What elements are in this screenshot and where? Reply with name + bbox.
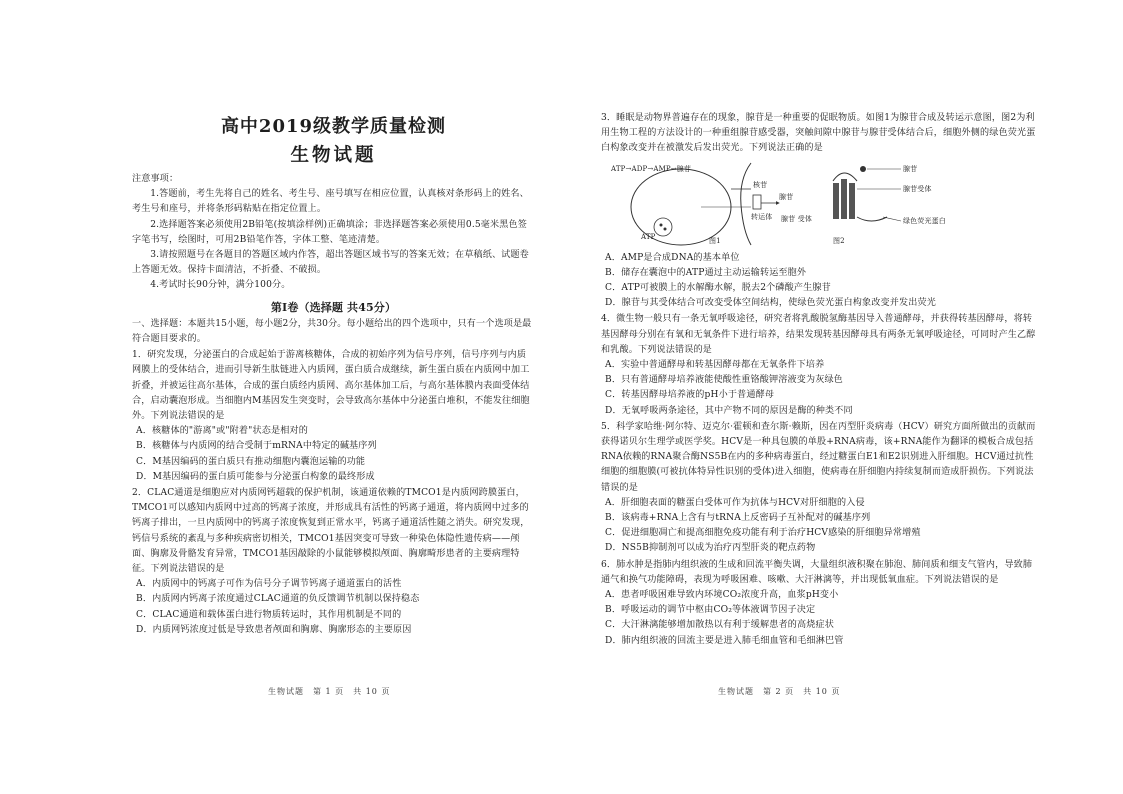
fig-caption-2: 图2 [833, 236, 845, 245]
fig-label-atp: ATP [641, 232, 656, 241]
fig-label-atp-chain: ATP→ADP→AMP→腺苷 [611, 164, 692, 173]
option-b: B．只有普通酵母培养液能使酸性重铬酸钾溶液变为灰绿色 [605, 375, 843, 386]
question-2 [132, 486, 535, 638]
option-d: D．内质网钙浓度过低是导致患者颅面和胸廓、胸廓形态的主要原因 [136, 624, 412, 635]
notice-item: 4.考试时长90分钟，满分100分。 [150, 280, 291, 291]
question-stem: 3．睡眠是动物界普遍存在的现象，腺苷是一种重要的促眠物质。如图1为腺苷合成及转运示意图，图2为利用生物工程的方法设计的一种重组腺苷感受器，突触间隙中腺苷与腺苷受体结合后，细胞外侧的绿色荧光蛋白构象改变并在被激发后发出荧光。下列说法正确的是 [601, 113, 1036, 154]
option-d: D．M基因编码的蛋白质可能参与分泌蛋白构象的最终形成 [136, 471, 375, 482]
option-d: D．NS5B抑制剂可以成为治疗丙型肝炎的靶点药物 [605, 543, 816, 554]
option-b: B．储存在囊泡中的ATP通过主动运输转运至胞外 [605, 267, 807, 278]
option-b: B．内质网内钙离子浓度通过CLAC通道的负反馈调节机制以保持稳态 [136, 594, 420, 605]
fig-label-receptor-line2: 受体 [797, 214, 813, 223]
option-a: A．患者呼吸困难导致内环境CO₂浓度升高，血浆pH变小 [605, 590, 839, 601]
option-c: C．ATP可被膜上的水解酶水解，脱去2个磷酸产生腺苷 [605, 283, 831, 294]
option-c: C．转基因酵母培养液的pH小于普通酵母 [605, 390, 775, 401]
exam-title: 高中2019级教学质量检测 [220, 116, 447, 137]
option-b: B．核糖体与内质网的结合受制于mRNA中特定的碱基序列 [136, 441, 377, 452]
left-page [0, 0, 561, 794]
question-stem: 6．肺水肿是指肺内组织液的生成和回流平衡失调，大量组织液积聚在肺泡、肺间质和细支气管内，导致肺通气和换气功能障碍，表现为呼吸困难、咳嗽、大汗淋漓等，并出现低氧血症。下列说法错误的是 [601, 559, 1033, 585]
question-4 [601, 312, 1038, 418]
question-6 [601, 558, 1038, 649]
option-b: B．呼吸运动的调节中枢由CO₂等体液调节因子决定 [605, 605, 816, 616]
option-a: A．肝细胞表面的糖蛋白受体可作为抗体与HCV对肝细胞的入侵 [605, 497, 865, 508]
question-stem: 5．科学家哈维·阿尔特、迈克尔·霍顿和查尔斯·赖斯，因在丙型肝炎病毒（HCV）研究方面所做出的贡献而获得诺贝尔生理学或医学奖。HCV是一种具包膜的单股+RNA病毒，该+RNA能作为翻译的模板合成包括RNA依赖的RNA聚合酶NS5B在内的多种病毒蛋白，经过糖蛋白E1和E2识别进入肝细胞。HCV通过抗性细胞的细胞膜(可被抗体特异性识别的受体)进入细胞，使病毒在肝细胞内持续复制而造成肝损伤。下列说法错误的是 [601, 421, 1036, 493]
option-d: D．肺内组织液的回流主要是进入肺毛细血管和毛细淋巴管 [605, 635, 844, 646]
question-5 [601, 420, 1038, 557]
option-a: A．核糖体的"游离"或"附着"状态是相对的 [136, 426, 308, 437]
option-c: C．大汗淋漓能够增加散热以有利于缓解患者的高烧症状 [605, 620, 834, 631]
fig-caption-1: 图1 [709, 236, 721, 245]
option-c: C．CLAC通道和载体蛋白进行物质转运时，其作用机制是不同的 [136, 609, 402, 620]
question-1 [132, 348, 535, 485]
option-a: A．AMP是合成DNA的基本单位 [605, 252, 740, 263]
section-intro: 一、选择题：本题共15小题，每小题2分，共30分。每小题给出的四个选项中，只有一个选项是最符合题目要求的。 [132, 318, 532, 345]
notice-item: 1.答题前，考生先将自己的姓名、考生号、座号填写在相应位置，认真核对条形码上的姓名、考生号和座号，并将条形码粘贴在指定位置上。 [132, 189, 529, 215]
exam-subject: 生物试题 [290, 145, 377, 166]
option-d: D．无氧呼吸两条途径，其中产物不同的原因是酶的种类不同 [605, 405, 853, 416]
fig2-label-gfp: 绿色荧光蛋白 [903, 216, 946, 225]
fig-label-receptor [781, 215, 812, 224]
question-3 [601, 111, 1038, 311]
notice-item: 3.请按照题号在各题目的答题区域内作答，超出答题区域书写的答案无效；在草稿纸、试题卷上答题无效。保持卡面清洁，不折叠、不破损。 [132, 250, 529, 276]
fig2-label-adenosine: 腺苷 [903, 164, 918, 173]
notice-item: 2.选择题答案必须使用2B铅笔(按填涂样例)正确填涂；非选择题答案必须使用0.5毫米黑色签字笔书写，绘图时，可用2B铅笔作答，字体工整、笔迹清楚。 [132, 219, 528, 245]
notice-label: 注意事项： [132, 174, 179, 184]
adenosine-figure [601, 159, 1038, 247]
section-title: 第Ⅰ卷（选择题 共45分） [270, 300, 397, 314]
question-stem: 1．研究发现，分泌蛋白的合成起始于游离核糖体，合成的初始序列为信号序列，信号序列与内质网膜上的受体结合，进而引导新生肽链进入内质网，蛋白质合成继续，新生蛋白质在内质网中加工折叠，并被运往高尔基体，合成的蛋白质经内质网、高尔基体加工后，与高尔基体膜内表面受体结合，启动囊泡形成。当细胞内M基因发生突变时，会导致高尔基体中分泌蛋白堆积，不能发往细胞外。下列说法错误的是 [132, 350, 530, 422]
fig-label-receptor-line1: 腺苷 [781, 214, 796, 223]
page-footer-left: 生物试题 第 1 页 共 10 页 [268, 687, 391, 696]
page-footer-right: 生物试题 第 2 页 共 10 页 [718, 687, 841, 696]
option-c: C．促进细胞凋亡和提高细胞免疫功能有利于治疗HCV感染的肝细胞异常增殖 [605, 528, 921, 539]
fig-label-adenosine: 腺苷 [779, 192, 794, 201]
right-page [561, 0, 1122, 794]
fig-label-nucleotide: 核苷 [753, 180, 768, 189]
question-stem: 2．CLAC通道是细胞应对内质网钙超载的保护机制，该通道依赖的TMCO1是内质网跨膜蛋白，TMCO1可以感知内质网中过高的钙离子浓度，并形成具有活性的钙离子通道，将内质网中过多的钙离子排出，一旦内质网中的钙离子浓度恢复到正常水平，钙离子通道活性随之消失。研究发现，钙信号系统的紊乱与多种疾病密切相关，TMCO1基因突变可导致一种染色体隐性遗传病——颅面、胸廓及骨骼发育异常，TMCO1基因敲除的小鼠能够模拟颅面、胸廓畸形患者的主要病理特征。下列说法错误的是 [132, 488, 530, 575]
option-a: A．实验中普通酵母和转基因酵母都在无氧条件下培养 [605, 360, 825, 371]
fig2-label-receptor: 腺苷受体 [903, 184, 932, 193]
option-b: B．该病毒+RNA上含有与tRNA上反密码子互补配对的碱基序列 [605, 513, 871, 524]
option-a: A．内质网中的钙离子可作为信号分子调节钙离子通道蛋白的活性 [136, 579, 402, 590]
option-d: D．腺苷与其受体结合可改变受体空间结构，使绿色荧光蛋白构象改变并发出荧光 [605, 298, 936, 309]
option-c: C．M基因编码的蛋白质只有推动细胞内囊泡运输的功能 [136, 456, 366, 467]
question-stem: 4．微生物一般只有一条无氧呼吸途径，研究者将乳酸脱氢酶基因导入普通酵母，并获得转基因酵母，将转基因酵母分别在有氧和无氧条件下进行培养，结果发现转基因酵母具有两条无氧呼吸途径，可同时产生乙醇和乳酸。下列说法错误的是 [601, 314, 1036, 355]
fig-label-transporter: 转运体 [751, 212, 773, 221]
